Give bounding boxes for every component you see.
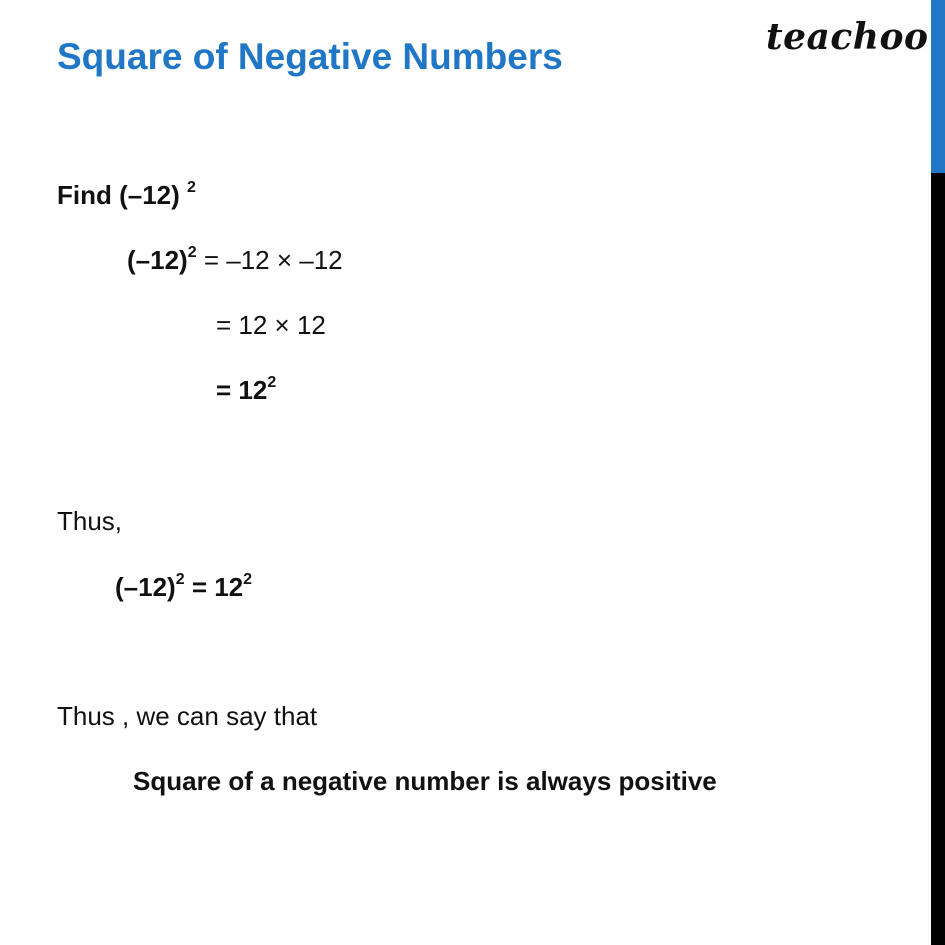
- step-1-lhs-exponent: 2: [187, 244, 197, 261]
- step-3-rhs-base: = 12: [216, 375, 268, 405]
- question-exponent: 2: [187, 179, 196, 196]
- sidebar-accent-blue: [931, 0, 945, 173]
- step-2: [216, 310, 326, 341]
- step-3: [216, 375, 276, 406]
- result-line: [115, 572, 252, 603]
- step-1: [127, 245, 343, 276]
- step-2-rhs: = 12 × 12: [216, 310, 326, 340]
- thus-conclusion-intro: Thus , we can say that: [57, 701, 318, 731]
- result-lhs-exponent: 2: [175, 571, 185, 588]
- result-rhs-base: = 12: [184, 572, 244, 602]
- question-line: [57, 180, 196, 211]
- sidebar-accent-black: [931, 173, 945, 945]
- question-label: Find (–12): [57, 180, 188, 210]
- step-1-lhs-base: (–12): [127, 245, 188, 275]
- result-lhs-base: (–12): [115, 572, 176, 602]
- thus-label: Thus,: [57, 506, 123, 536]
- page-title: Square of Negative Numbers: [57, 36, 563, 77]
- result-rhs-exponent: 2: [243, 571, 253, 588]
- step-3-rhs-exponent: 2: [267, 374, 277, 391]
- teachoo-logo: teachoo: [766, 16, 929, 58]
- step-1-rhs: = –12 × –12: [203, 245, 343, 275]
- conclusion-statement: Square of a negative number is always positive: [133, 766, 717, 796]
